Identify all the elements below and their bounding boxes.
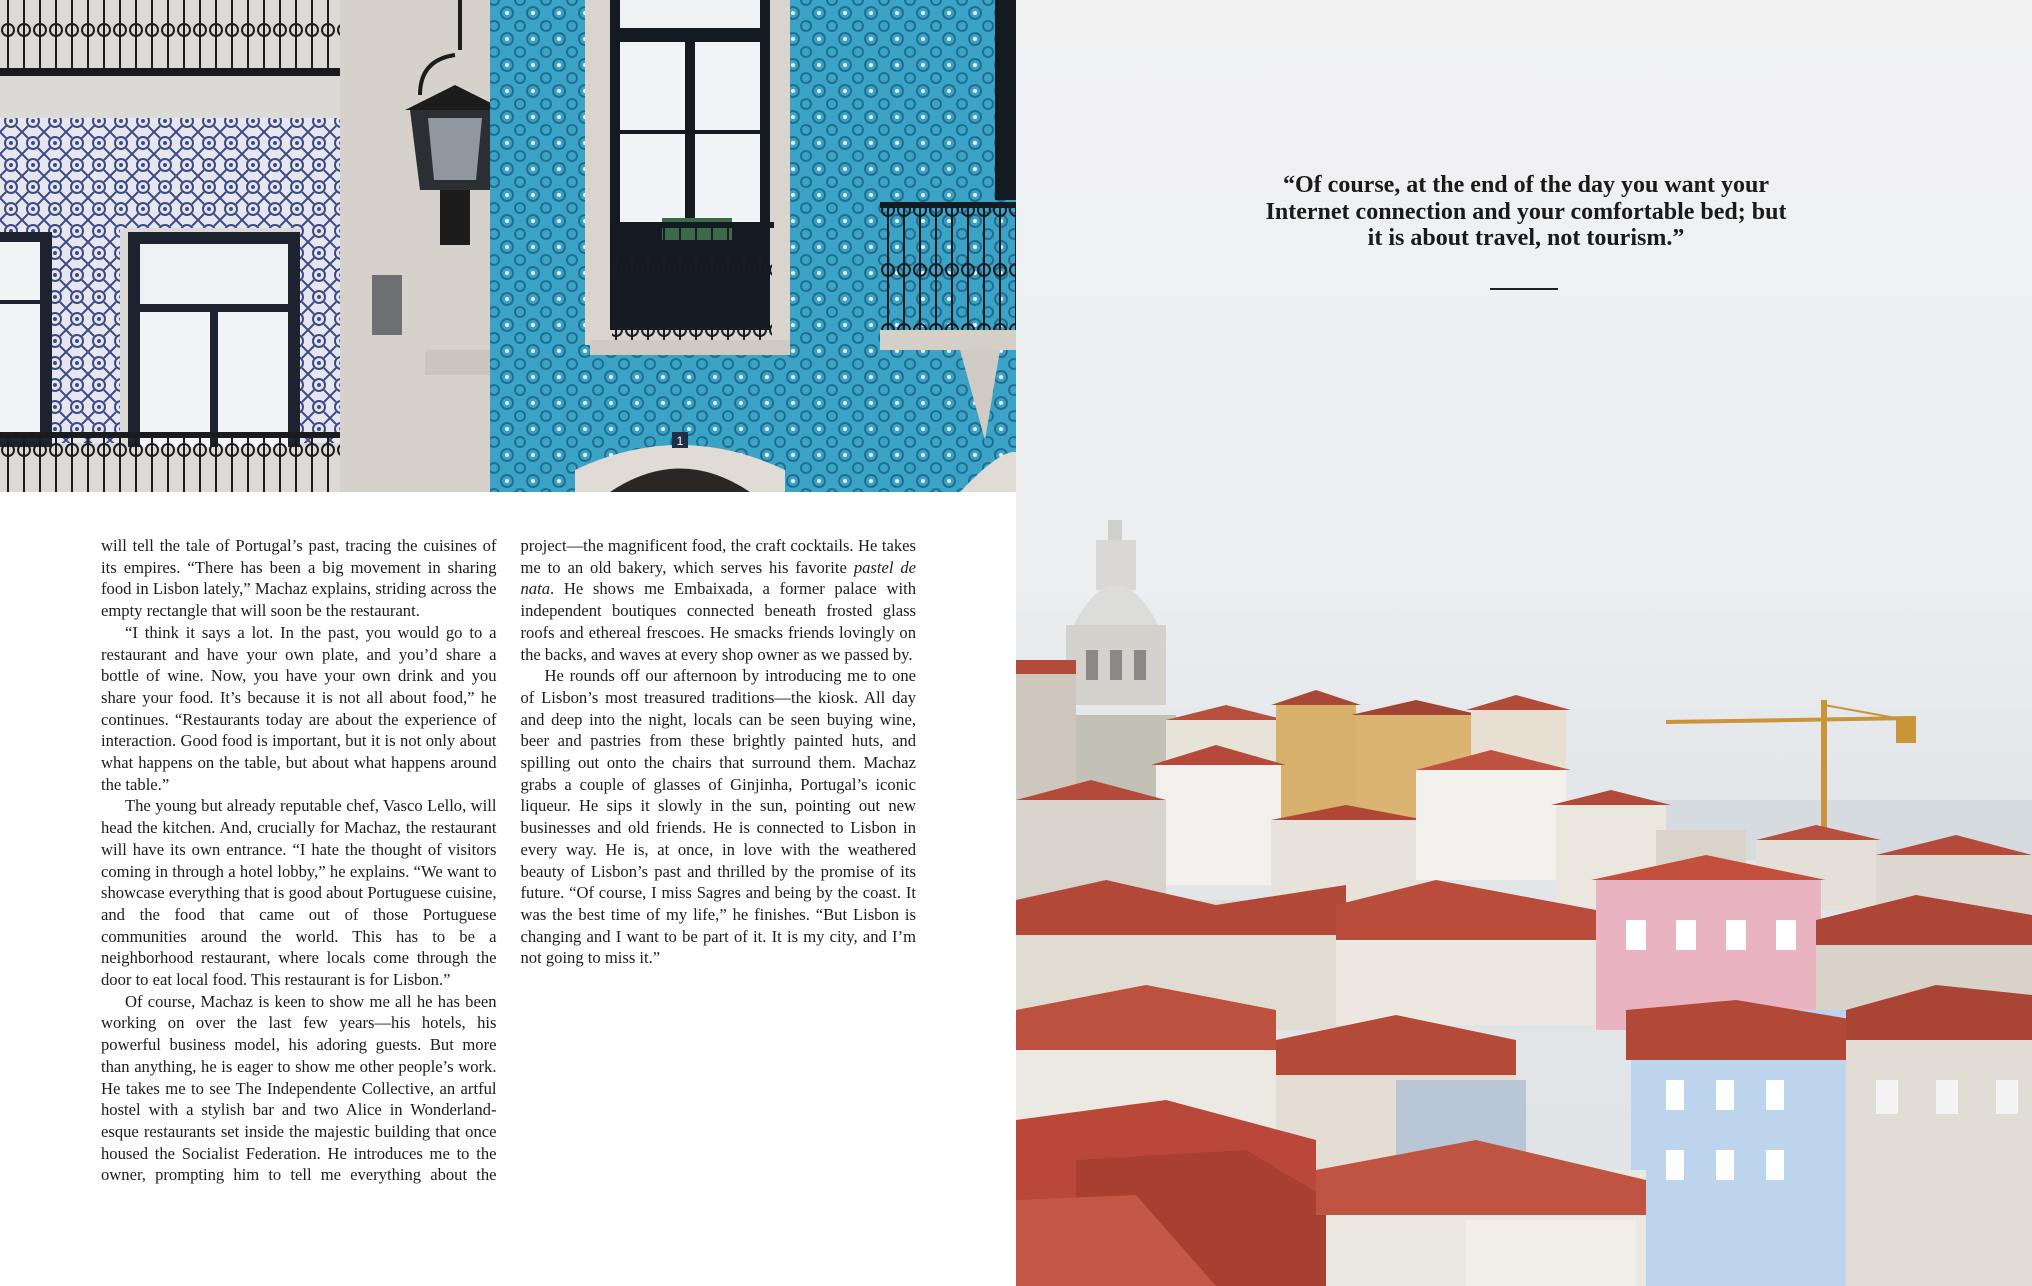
paragraph-5: He rounds off our afternoon by introducing me to one of Lisbon’s most treasured traditions—the kiosk. All day and deep into the night, locals can be seen buying wine, beer and pastries from these brightly painted huts, and spilling out onto the chairs that surround them. Machaz grabs a couple of glasses of Ginjinha, Portugal’s iconic liqueur. He sips it slowly in the sun, pointing out new businesses and old friends. He is connected to Lisbon in every way. He is, at once, in love with the weathered beauty of Lisbon’s past and thrilled by the promise of its future. “Of course, I miss Sagres and being by the coast. It was the best time of my life,” he finishes. “But Lisbon is changing and I want to be part of it. It is my city, and I’m not going to miss it.”	[520, 666, 916, 968]
facade-illustration	[0, 0, 1016, 492]
pull-quote-line-1: “Of course, at the end of the day you want your	[1283, 172, 1769, 198]
pull-quote-line-2: Internet connection and your comfortable bed; but	[1265, 198, 1787, 225]
paragraph-2: “I think it says a lot. In the past, you would go to a restaurant and have your own plate, and you’d share a bottle of wine. Now, you have your own drink and you share your food. It’s because it is not all about food,” he continues. “Restaurants today are about the experience of interaction. Good food is important, but it is not only about what happens on the table, but about what happens around the table.”	[101, 622, 497, 794]
lisbon-facade-photo	[0, 0, 1016, 492]
paragraph-4-end: . He shows me Embaixada, a former palace with independent boutiques connected beneath frosted glass roofs and ethereal frescoes. He smacks friends lovingly on the backs, and waves at every shop owner as we passed by.	[520, 579, 916, 664]
article-body	[101, 535, 916, 1195]
quote-divider	[1490, 288, 1558, 290]
paragraph-1: will tell the tale of Portugal’s past, tracing the cuisines of its empires. “There has been a big movement in sharing food in Lisbon lately,” Machaz explains, striding across the empty rectangle that will soon be the restaurant.	[101, 536, 497, 621]
pull-quote	[1231, 172, 1821, 252]
pull-quote-line-3: it is about travel, not tourism.”	[1367, 225, 1685, 251]
door-number: 1	[676, 434, 684, 448]
pastel-de-nata: pastel de nata	[520, 557, 917, 599]
paragraph-4-text: Of course, Machaz is keen to show me all he has been working on over the last few years—his hotels, his powerful business model, his adoring guests. But more than anything, he is eager to show me other people’s work. He takes me to see The Independente Collective, an artful hostel with a stylish bar and two Alice in Wonderland-esque restaurants set inside the majestic building that once housed the Socialist Federation. He introduces me to the owner, prompting him to tell me everything about the project—the magnificent food, the craft cocktails. He takes me to an old bakery, which serves his favorite	[101, 536, 916, 1185]
paragraph-3: The young but already reputable chef, Vasco Lello, will head the kitchen. And, crucially for Machaz, the restaurant will have its own entrance. “I hate the thought of visitors coming in through a hotel lobby,” he explains. “We want to showcase everything that is good about Portuguese cuisine, and the food that came out of those Portuguese communities around the world. This has to be a neighborhood restaurant, where locals come through the door to eat local food. This restaurant is for Lisbon.”	[101, 796, 497, 990]
right-page	[1016, 0, 2032, 1286]
